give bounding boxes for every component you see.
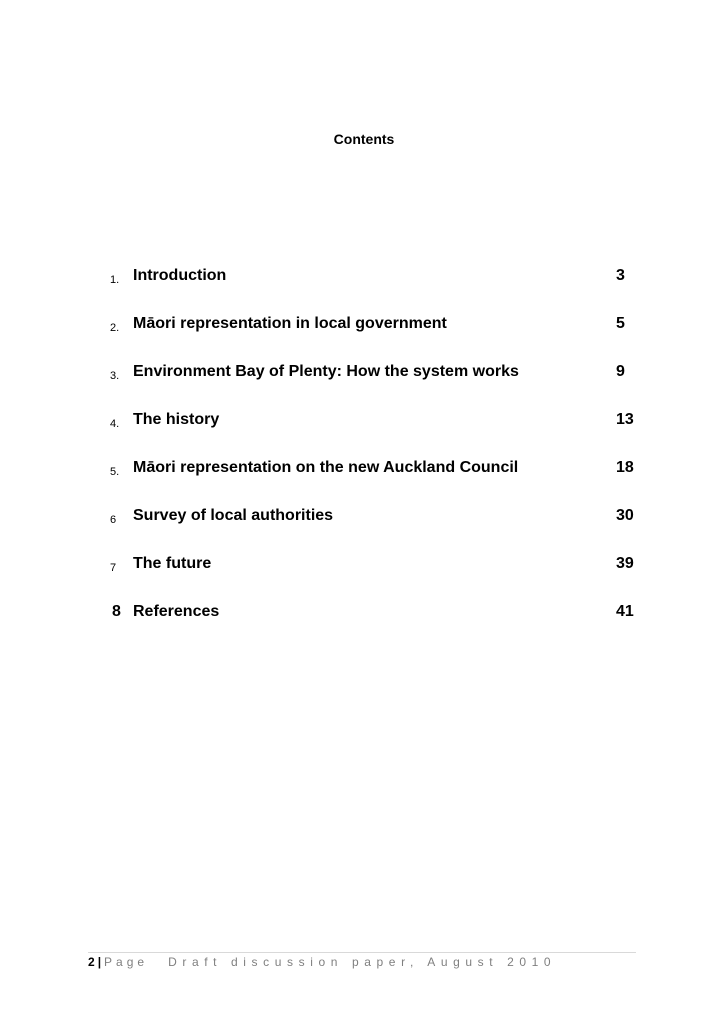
toc-entry[interactable] bbox=[0, 555, 728, 579]
toc-entry-page: 13 bbox=[616, 411, 634, 428]
toc-entry-number: 6 bbox=[110, 514, 117, 526]
toc-entry-number: 7 bbox=[110, 562, 117, 574]
footer-page-label: Page bbox=[104, 955, 149, 969]
toc-entry[interactable] bbox=[0, 267, 728, 291]
toc-entry-page: 41 bbox=[616, 603, 634, 620]
toc-entry-number: 1. bbox=[110, 274, 120, 286]
toc-entry-number: 5. bbox=[110, 466, 120, 478]
toc-entry[interactable] bbox=[0, 459, 728, 483]
page-footer bbox=[88, 955, 556, 969]
toc-entry[interactable] bbox=[0, 603, 728, 627]
toc-entry-title: References bbox=[133, 603, 220, 620]
toc-entry[interactable] bbox=[0, 507, 728, 531]
toc-entry-number: 3. bbox=[110, 370, 120, 382]
toc-entry-title: Survey of local authorities bbox=[133, 507, 334, 524]
toc-entry-number: 8 bbox=[112, 603, 121, 620]
page-title: Contents bbox=[333, 131, 395, 147]
footer-document-title: Draft discussion paper, August 2010 bbox=[168, 955, 557, 969]
toc-entry-title: The future bbox=[133, 555, 212, 572]
toc-entry[interactable] bbox=[0, 411, 728, 435]
toc-entry-title: The history bbox=[133, 411, 220, 428]
toc-entry-title: Māori representation on the new Auckland Council bbox=[133, 459, 519, 476]
toc-entry-page: 5 bbox=[616, 315, 625, 332]
toc-entry-page: 30 bbox=[616, 507, 634, 524]
footer-divider bbox=[88, 952, 636, 953]
toc-entry-title: Environment Bay of Plenty: How the system works bbox=[133, 363, 519, 380]
toc-entry[interactable] bbox=[0, 363, 728, 387]
toc-entry-number: 4. bbox=[110, 418, 120, 430]
toc-entry-page: 18 bbox=[616, 459, 634, 476]
toc-entry-page: 3 bbox=[616, 267, 625, 284]
toc-entry[interactable] bbox=[0, 315, 728, 339]
toc-entry-page: 39 bbox=[616, 555, 634, 572]
footer-page-number: 2 bbox=[88, 955, 95, 969]
toc-entry-title: Māori representation in local government bbox=[133, 315, 447, 332]
toc-entry-number: 2. bbox=[110, 322, 120, 334]
toc-entry-page: 9 bbox=[616, 363, 625, 380]
footer-separator: | bbox=[97, 955, 102, 969]
toc-entry-title: Introduction bbox=[133, 267, 227, 284]
